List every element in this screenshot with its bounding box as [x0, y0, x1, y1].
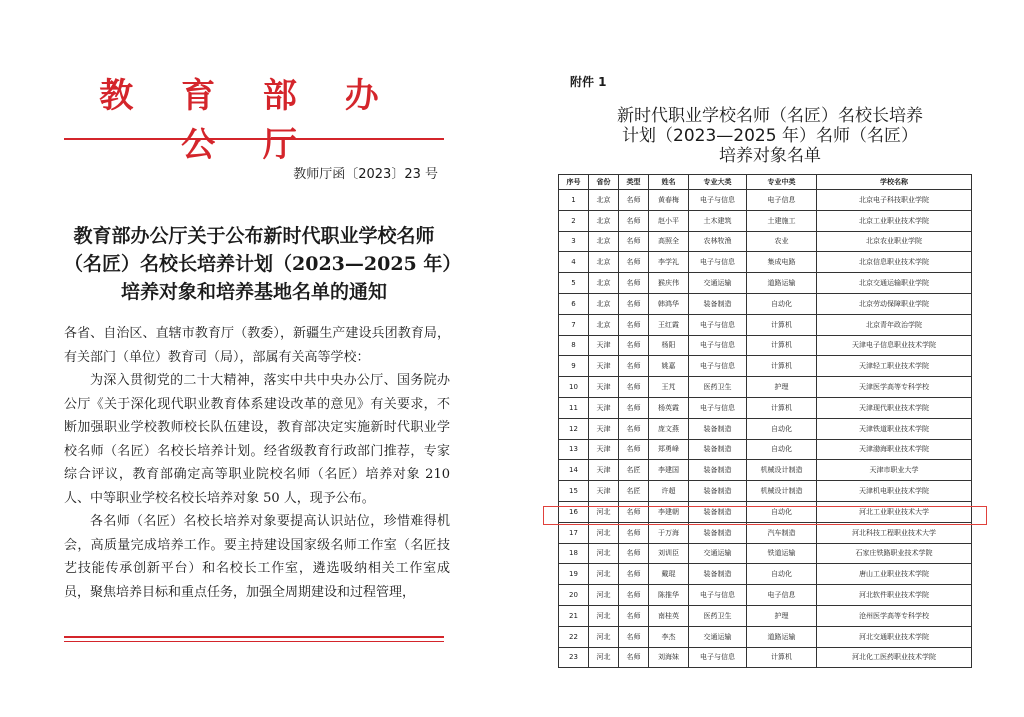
table-row: [559, 190, 972, 211]
table-row: [559, 522, 972, 543]
cell-type: 名师: [619, 377, 649, 398]
cell-major-category: 电子与信息: [689, 356, 747, 377]
cell-school: 北京电子科技职业学院: [817, 190, 972, 211]
cell-name: 高照全: [649, 231, 689, 252]
cell-name: 戴琨: [649, 564, 689, 585]
cell-type: 名匠: [619, 460, 649, 481]
cell-major-subcategory: 土建施工: [747, 210, 817, 231]
cell-major-subcategory: 自动化: [747, 418, 817, 439]
cell-province: 河北: [589, 647, 619, 668]
cell-major-category: 装备制造: [689, 522, 747, 543]
cell-major-subcategory: 道路运输: [747, 626, 817, 647]
cell-type: 名师: [619, 252, 649, 273]
cell-name: 陈推华: [649, 585, 689, 606]
cell-school: 北京工业职业技术学院: [817, 210, 972, 231]
cell-major-category: 电子与信息: [689, 647, 747, 668]
cell-index: 5: [559, 273, 589, 294]
cell-major-category: 电子与信息: [689, 397, 747, 418]
table-header-row: [559, 175, 972, 190]
cell-school: 北京农业职业学院: [817, 231, 972, 252]
cell-school: 天津电子信息职业技术学院: [817, 335, 972, 356]
table-row: [559, 439, 972, 460]
cell-major-category: 电子与信息: [689, 335, 747, 356]
cell-type: 名师: [619, 335, 649, 356]
issuer-masthead: 教 育 部 办 公 厅: [99, 76, 397, 165]
cell-index: 4: [559, 252, 589, 273]
table-row: [559, 231, 972, 252]
cell-major-subcategory: 电子信息: [747, 585, 817, 606]
cell-major-category: 装备制造: [689, 501, 747, 522]
table-row: [559, 605, 972, 626]
cell-school: 河北化工医药职业技术学院: [817, 647, 972, 668]
cell-major-category: 交通运输: [689, 543, 747, 564]
cell-type: 名师: [619, 314, 649, 335]
cell-name: 刘海妹: [649, 647, 689, 668]
column-header-name: 姓名: [649, 175, 689, 190]
cell-province: 天津: [589, 418, 619, 439]
cell-name: 庞文燕: [649, 418, 689, 439]
cell-major-category: 交通运输: [689, 626, 747, 647]
table-row: [559, 273, 972, 294]
cell-type: 名师: [619, 501, 649, 522]
cell-major-category: 装备制造: [689, 439, 747, 460]
cell-name: 南桂英: [649, 605, 689, 626]
salutation: 各省、自治区、直辖市教育厅（教委），新疆生产建设兵团教育局，有关部门（单位）教育司（局），部属有关高等学校：: [64, 326, 450, 365]
table-row: [559, 626, 972, 647]
cell-major-subcategory: 电子信息: [747, 190, 817, 211]
cell-school: 天津现代职业技术学院: [817, 397, 972, 418]
cell-name: 刘训臣: [649, 543, 689, 564]
cell-name: 王红霞: [649, 314, 689, 335]
cell-major-subcategory: 护理: [747, 377, 817, 398]
cell-province: 天津: [589, 335, 619, 356]
cell-major-category: 医药卫生: [689, 605, 747, 626]
cell-type: 名师: [619, 418, 649, 439]
document-number: 教师厅函〔2023〕23 号: [293, 167, 438, 182]
cell-major-subcategory: 计算机: [747, 397, 817, 418]
cell-province: 北京: [589, 190, 619, 211]
cell-school: 河北科技工程职业技术大学: [817, 522, 972, 543]
table-row: [559, 293, 972, 314]
cell-school: 河北工业职业技术大学: [817, 501, 972, 522]
highlighted-row-marker: [543, 506, 987, 525]
cell-school: 天津轻工职业技术学院: [817, 356, 972, 377]
table-row: [559, 314, 972, 335]
cell-major-category: 装备制造: [689, 293, 747, 314]
roster-title-line: 新时代职业学校名师（名匠）名校长培养: [617, 106, 923, 126]
cell-name: 李建国: [649, 460, 689, 481]
cell-index: 7: [559, 314, 589, 335]
cell-index: 18: [559, 543, 589, 564]
cell-school: 北京信息职业技术学院: [817, 252, 972, 273]
cell-name: 姚嘉: [649, 356, 689, 377]
cell-type: 名师: [619, 397, 649, 418]
masthead-divider: [64, 138, 444, 140]
column-header-major-subcategory: 专业中类: [747, 175, 817, 190]
cell-major-subcategory: 计算机: [747, 356, 817, 377]
table-row: [559, 356, 972, 377]
cell-index: 1: [559, 190, 589, 211]
cell-major-subcategory: 机械设计制造: [747, 460, 817, 481]
cell-name: 杨阳: [649, 335, 689, 356]
cell-province: 河北: [589, 564, 619, 585]
body-paragraph: 各名师（名匠）名校长培养对象要提高认识站位，珍惜难得机会，高质量完成培养工作。要主持建设国家级名师工作室（名匠技艺技能传承创新平台）和名校长工作室，遴选吸纳相关工作室成员，聚焦培养目标和重点任务，加强全周期建设和过程管理，: [64, 514, 450, 600]
cell-name: 杨英霞: [649, 397, 689, 418]
cell-major-category: 交通运输: [689, 273, 747, 294]
cell-province: 天津: [589, 439, 619, 460]
cell-type: 名师: [619, 522, 649, 543]
cell-province: 河北: [589, 543, 619, 564]
cell-province: 天津: [589, 377, 619, 398]
roster-title: [570, 106, 970, 166]
cell-school: 天津机电职业技术学院: [817, 481, 972, 502]
cell-major-category: 电子与信息: [689, 190, 747, 211]
cell-major-category: 装备制造: [689, 460, 747, 481]
cell-province: 天津: [589, 481, 619, 502]
cell-name: 郑勇峰: [649, 439, 689, 460]
table-row: [559, 397, 972, 418]
cell-major-subcategory: 铁道运输: [747, 543, 817, 564]
table-row: [559, 543, 972, 564]
cell-index: 20: [559, 585, 589, 606]
cell-index: 14: [559, 460, 589, 481]
cell-type: 名师: [619, 585, 649, 606]
cell-school: 北京青年政治学院: [817, 314, 972, 335]
cell-major-subcategory: 自动化: [747, 564, 817, 585]
cell-school: 唐山工业职业技术学院: [817, 564, 972, 585]
cell-major-category: 电子与信息: [689, 252, 747, 273]
cell-province: 天津: [589, 356, 619, 377]
table-row: [559, 377, 972, 398]
notice-title-line: （名匠）名校长培养计划（2023—2025 年）: [64, 253, 462, 275]
cell-index: 9: [559, 356, 589, 377]
cell-major-subcategory: 农业: [747, 231, 817, 252]
cell-index: 23: [559, 647, 589, 668]
cell-index: 6: [559, 293, 589, 314]
cell-major-category: 医药卫生: [689, 377, 747, 398]
cell-school: 天津市职业大学: [817, 460, 972, 481]
cell-school: 北京交通运输职业学院: [817, 273, 972, 294]
table-row: [559, 335, 972, 356]
cell-index: 19: [559, 564, 589, 585]
roster-body: [559, 190, 972, 668]
cell-index: 12: [559, 418, 589, 439]
cell-province: 天津: [589, 460, 619, 481]
roster-title-line: 培养对象名单: [719, 146, 821, 166]
table-row: [559, 252, 972, 273]
cell-major-subcategory: 汽车制造: [747, 522, 817, 543]
cell-province: 河北: [589, 605, 619, 626]
table-row: [559, 647, 972, 668]
cell-school: 天津医学高等专科学校: [817, 377, 972, 398]
cell-major-subcategory: 自动化: [747, 439, 817, 460]
cell-type: 名师: [619, 356, 649, 377]
cell-school: 沧州医学高等专科学校: [817, 605, 972, 626]
cell-type: 名师: [619, 605, 649, 626]
notice-page: [40, 40, 460, 690]
cell-type: 名师: [619, 273, 649, 294]
cell-major-subcategory: 自动化: [747, 293, 817, 314]
cell-province: 北京: [589, 273, 619, 294]
cell-major-subcategory: 自动化: [747, 501, 817, 522]
cell-major-category: 农林牧渔: [689, 231, 747, 252]
cell-major-subcategory: 护理: [747, 605, 817, 626]
cell-name: 韩鸿华: [649, 293, 689, 314]
footer-divider: [64, 636, 444, 638]
cell-major-subcategory: 计算机: [747, 647, 817, 668]
cell-index: 8: [559, 335, 589, 356]
cell-name: 于万海: [649, 522, 689, 543]
column-header-major-category: 专业大类: [689, 175, 747, 190]
cell-province: 河北: [589, 585, 619, 606]
cell-major-subcategory: 计算机: [747, 335, 817, 356]
cell-school: 河北交通职业技术学院: [817, 626, 972, 647]
notice-title: [64, 222, 462, 306]
cell-name: 王芃: [649, 377, 689, 398]
table-row: [559, 564, 972, 585]
cell-name: 李杰: [649, 626, 689, 647]
cell-name: 许超: [649, 481, 689, 502]
cell-province: 北京: [589, 210, 619, 231]
cell-province: 河北: [589, 501, 619, 522]
table-row: [559, 585, 972, 606]
cell-index: 22: [559, 626, 589, 647]
table-row: [559, 481, 972, 502]
cell-major-category: 电子与信息: [689, 585, 747, 606]
cell-type: 名师: [619, 439, 649, 460]
cell-name: 赵小平: [649, 210, 689, 231]
cell-type: 名师: [619, 293, 649, 314]
cell-major-subcategory: 集成电路: [747, 252, 817, 273]
cell-school: 北京劳动保障职业学院: [817, 293, 972, 314]
cell-index: 21: [559, 605, 589, 626]
body-paragraph: 为深入贯彻党的二十大精神，落实中共中央办公厅、国务院办公厅《关于深化现代职业教育体系建设改革的意见》有关要求，不断加强职业学校教师校长队伍建设，教育部决定实施新时代职业学校名师（名匠）名校长培养计划。经省级教育行政部门推荐，专家综合评议，教育部确定高等职业院校名师（名匠）培养对象 210 人、中等职业学校名校长培养对象 50 人，现予公布。: [64, 373, 450, 506]
cell-major-category: 土木建筑: [689, 210, 747, 231]
cell-school: 石家庄铁路职业技术学院: [817, 543, 972, 564]
cell-type: 名师: [619, 210, 649, 231]
cell-province: 河北: [589, 626, 619, 647]
cell-major-category: 装备制造: [689, 481, 747, 502]
cell-type: 名师: [619, 564, 649, 585]
cell-index: 2: [559, 210, 589, 231]
cell-index: 15: [559, 481, 589, 502]
notice-title-line: 教育部办公厅关于公布新时代职业学校名师: [73, 225, 435, 247]
cell-index: 11: [559, 397, 589, 418]
cell-type: 名师: [619, 190, 649, 211]
footer-divider-thin: [64, 641, 444, 642]
attachment-page: [540, 40, 1000, 690]
cell-type: 名师: [619, 647, 649, 668]
cell-major-category: 装备制造: [689, 418, 747, 439]
table-row: [559, 460, 972, 481]
roster-table: [558, 174, 972, 668]
cell-type: 名师: [619, 231, 649, 252]
cell-school: 河北软件职业技术学院: [817, 585, 972, 606]
cell-major-subcategory: 道路运输: [747, 273, 817, 294]
table-row: [559, 210, 972, 231]
cell-major-subcategory: 计算机: [747, 314, 817, 335]
cell-school: 天津铁道职业技术学院: [817, 418, 972, 439]
column-header-school: 学校名称: [817, 175, 972, 190]
cell-province: 北京: [589, 231, 619, 252]
cell-school: 天津渤海职业技术学院: [817, 439, 972, 460]
table-row: [559, 418, 972, 439]
column-header-province: 省份: [589, 175, 619, 190]
cell-province: 天津: [589, 397, 619, 418]
notice-body: [64, 322, 450, 604]
cell-type: 名师: [619, 543, 649, 564]
cell-province: 河北: [589, 522, 619, 543]
cell-type: 名师: [619, 626, 649, 647]
cell-index: 3: [559, 231, 589, 252]
cell-major-category: 电子与信息: [689, 314, 747, 335]
cell-name: 李建朝: [649, 501, 689, 522]
cell-major-subcategory: 机械设计制造: [747, 481, 817, 502]
cell-major-category: 装备制造: [689, 564, 747, 585]
cell-index: 17: [559, 522, 589, 543]
cell-index: 16: [559, 501, 589, 522]
attachment-label: 附件 1: [570, 75, 607, 89]
cell-name: 猴庆伟: [649, 273, 689, 294]
cell-province: 北京: [589, 252, 619, 273]
cell-name: 李学礼: [649, 252, 689, 273]
cell-province: 北京: [589, 314, 619, 335]
cell-name: 黄春梅: [649, 190, 689, 211]
cell-type: 名匠: [619, 481, 649, 502]
column-header-type: 类型: [619, 175, 649, 190]
cell-index: 10: [559, 377, 589, 398]
column-header-index: 序号: [559, 175, 589, 190]
cell-province: 北京: [589, 293, 619, 314]
cell-index: 13: [559, 439, 589, 460]
notice-title-line: 培养对象和培养基地名单的通知: [120, 281, 387, 303]
roster-title-line: 计划（2023—2025 年）名师（名匠）: [622, 126, 918, 146]
